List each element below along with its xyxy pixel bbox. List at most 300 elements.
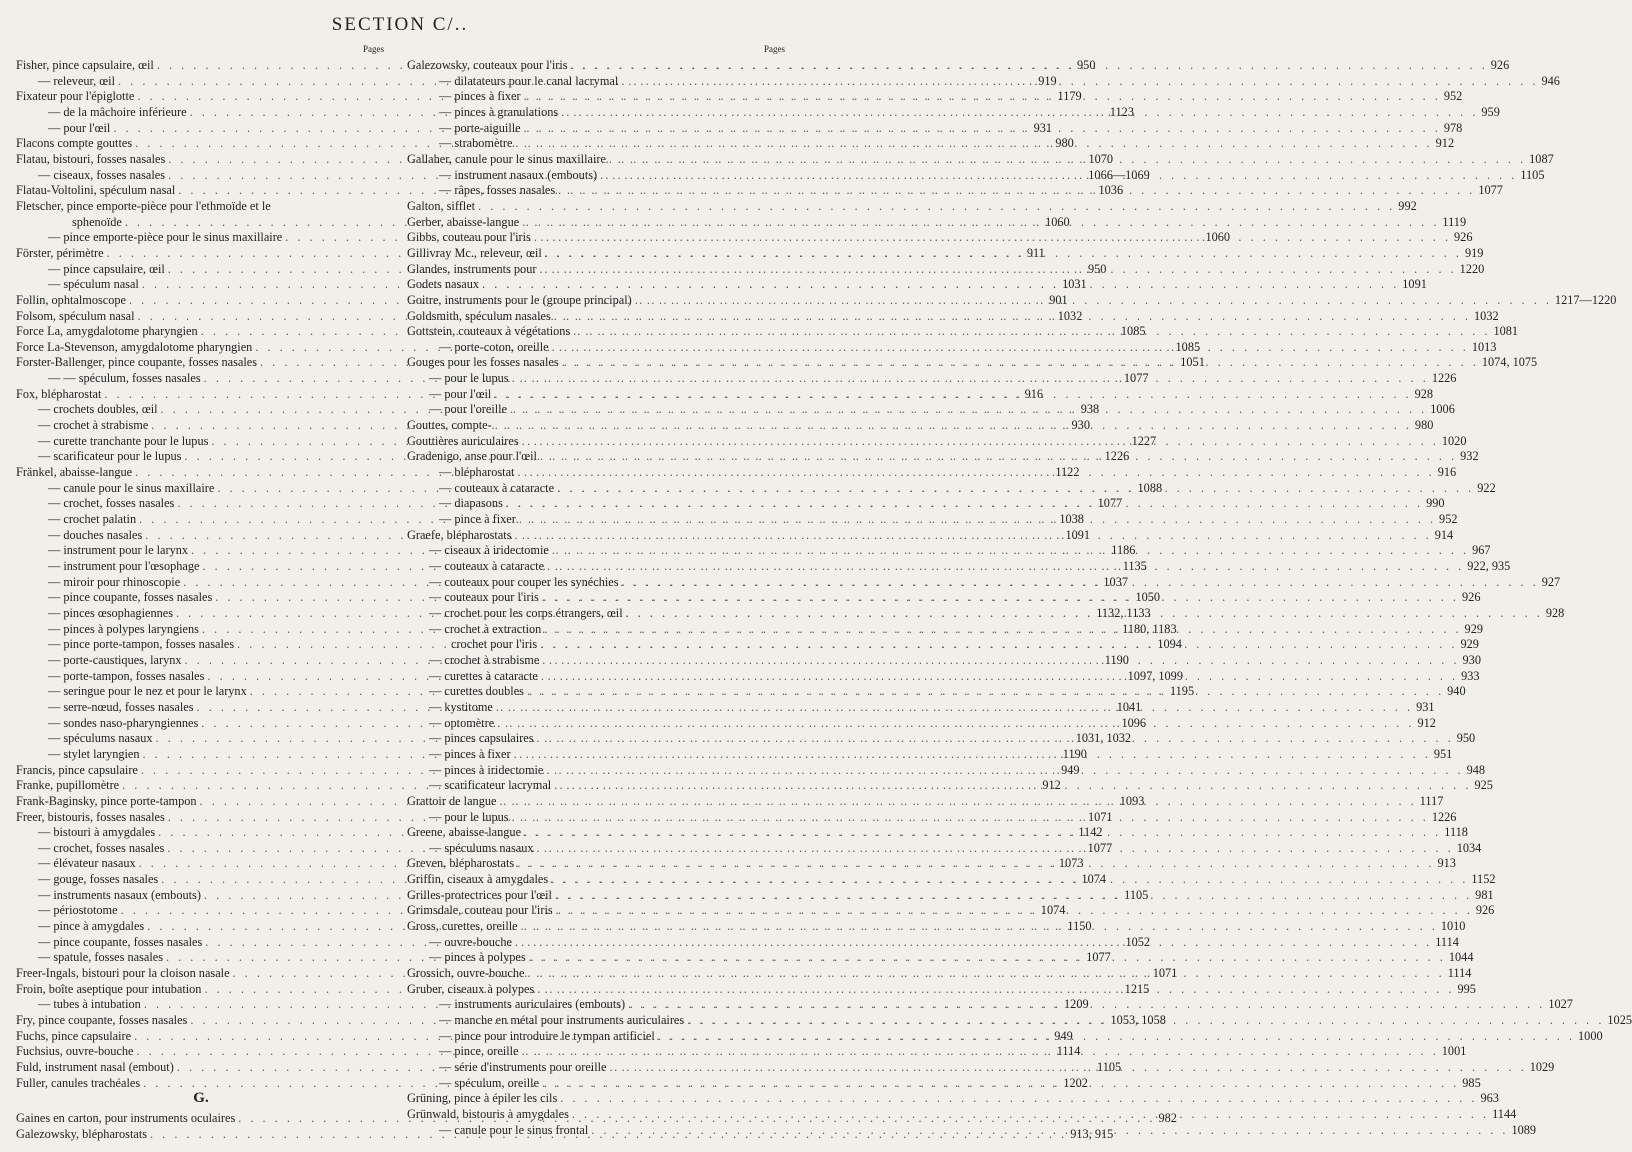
dot-leader	[552, 543, 1469, 559]
entry-label: — canule pour le sinus maxillaire	[48, 480, 215, 495]
entry-page-number: 1041	[1116, 699, 1142, 714]
dot-leader	[517, 856, 1434, 872]
entry-page-number: 1060	[1045, 214, 1070, 229]
entry-page-number: 1074, 1075	[1481, 355, 1538, 370]
dot-leader	[524, 121, 1441, 137]
entry-page-number: 948	[1466, 762, 1486, 777]
entry-label: — crochet, fosses nasales	[38, 840, 165, 855]
entry-page-number: 949	[1054, 1028, 1073, 1043]
entry-page-number: 1122	[1055, 465, 1080, 480]
entry-page-number: 1085	[1175, 339, 1201, 354]
entry-label: — pince, oreille	[439, 1044, 519, 1059]
entry-label: — instruments auriculaires (embouts)	[439, 997, 626, 1012]
dot-leader	[552, 340, 1469, 356]
entry-label: — crochets doubles, œil	[38, 402, 158, 417]
entry-label: Folsom, spéculum nasal	[16, 308, 135, 323]
pages-label: Pages	[363, 44, 384, 54]
entry-label: — couteaux à cataracte	[429, 559, 545, 573]
entry-page-number: 911	[1026, 245, 1045, 260]
entry-page-number: 1105	[1097, 1060, 1122, 1074]
entry-label: — stylet laryngien	[48, 746, 140, 761]
entry-label: — serre-nœud, fosses nasales	[48, 699, 194, 714]
entry-label: Fränkel, abaisse-langue	[16, 465, 133, 480]
entry-label: Galezowsky, blépharostats	[16, 1126, 148, 1141]
entry-page-number: 1031, 1032	[1075, 731, 1132, 746]
entry-label: — blépharostat	[439, 465, 515, 480]
dot-leader	[514, 528, 1431, 544]
dot-leader	[537, 841, 1454, 857]
entry-page-number: 1050	[1135, 590, 1161, 605]
dot-leader	[522, 215, 1439, 231]
entry-page-number: 1060	[1205, 230, 1231, 245]
entry-page-number: 1202	[1063, 1075, 1088, 1090]
entry-page-number: 926	[1490, 58, 1510, 72]
dot-leader	[554, 309, 1471, 325]
dot-leader	[527, 966, 1444, 982]
entry-label: — diapasons	[439, 496, 503, 511]
entry-page-number: 925	[1474, 778, 1493, 793]
entry-page-number: 1114	[1435, 934, 1459, 949]
entry-label: Francis, pince capsulaire	[16, 762, 138, 777]
entry-label: — porte-aiguille	[439, 120, 521, 135]
entry-label: Gibbs, couteau pour l'iris	[407, 230, 531, 245]
entry-page-number: 1034	[1456, 840, 1482, 855]
dot-leader	[542, 653, 1459, 669]
dot-leader	[609, 152, 1526, 168]
entry-page-number: 928	[1414, 386, 1434, 401]
entry-label: — curettes à cataracte	[429, 668, 538, 683]
entry-page-number: 901	[1049, 292, 1068, 307]
entry-page-number: 1010	[1440, 919, 1466, 934]
entry-label: Grimsdale, couteau pour l'iris	[407, 903, 553, 918]
dot-leader	[555, 888, 1472, 904]
entry-page-number: 952	[1439, 512, 1458, 527]
entry-page-number: 1074	[1081, 872, 1107, 887]
entry-label: — porte-caustiques, larynx	[48, 652, 182, 667]
entry-label: — pinces à fixer	[429, 746, 511, 761]
entry-label: — porte-tampon, fosses nasales	[48, 668, 205, 683]
entry-label: Fuller, canules trachéales	[16, 1075, 141, 1090]
dot-leader	[522, 434, 1439, 450]
entry-page-number: 1144	[1492, 1106, 1517, 1121]
entry-label: — pince coupante, fosses nasales	[38, 934, 203, 949]
entry-page-number: 1077	[1097, 496, 1123, 511]
entry-label: — périostotome	[38, 903, 118, 918]
dot-leader	[622, 575, 1539, 591]
dot-leader	[572, 1107, 1489, 1123]
entry-page-number: 1226	[1431, 809, 1457, 824]
entry-label: Glandes, instruments pour	[407, 261, 537, 276]
dot-leader	[542, 1076, 1459, 1092]
entry-page-number: 982	[1158, 1111, 1177, 1126]
entry-page-number: 1226	[1431, 371, 1457, 386]
entry-page-number: 929	[1460, 637, 1479, 652]
entry-label: Fry, pince coupante, fosses nasales	[16, 1013, 188, 1028]
entry-page-number: 1053, 1058	[1110, 1013, 1166, 1028]
entry-page-number: 1150	[1067, 919, 1092, 934]
entry-label: — sondes naso-pharyngiennes	[48, 715, 199, 730]
dot-leader	[519, 512, 1436, 528]
entry-page-number: 959	[1481, 104, 1500, 119]
dot-leader	[534, 230, 1451, 246]
entry-label: — miroir pour rhinoscopie	[48, 574, 181, 589]
entry-label: — crochet pour les corps étrangers, œil	[429, 605, 623, 620]
dot-leader	[494, 387, 1411, 403]
entry-label: — pour le lupus	[429, 371, 509, 386]
dot-leader	[544, 622, 1461, 638]
entry-page-number: 1105	[1124, 887, 1149, 902]
entry-label: crochet pour l'iris	[451, 637, 538, 652]
entry-page-number: 1114	[1056, 1044, 1081, 1059]
entry-label: Gouttes, compte-	[407, 418, 492, 433]
entry-page-number: 1037	[1103, 574, 1128, 589]
entry-page-number: 1097, 1099	[1127, 668, 1183, 683]
entry-label: — ouvre-bouche	[429, 934, 512, 949]
entry-page-number: 913, 915	[1070, 1126, 1114, 1141]
dot-leader	[478, 199, 1395, 215]
entry-label: — gouge, fosses nasales	[38, 872, 159, 887]
dot-leader	[556, 903, 1473, 919]
entry-page-number: 1071	[1152, 966, 1178, 981]
entry-page-number: 950	[1456, 731, 1476, 746]
entry-page-number: 1114	[1447, 966, 1472, 981]
entry-label: Franke, pupillomètre	[16, 778, 120, 793]
entry-page-number: 1142	[1078, 825, 1103, 840]
dot-leader	[537, 731, 1454, 747]
entry-page-number: 1217—1220	[1554, 292, 1617, 307]
entry-label: — crochet, fosses nasales	[48, 496, 175, 511]
entry-label: — pince capsulaire, œil	[48, 261, 165, 276]
entry-label: — de la mâchoire inférieure	[48, 104, 187, 119]
entry-label: — crochet à strabisme	[38, 418, 149, 433]
dot-leader	[510, 402, 1427, 418]
entry-page-number: 1152	[1471, 872, 1496, 887]
entry-label: — pour l'oreille	[429, 402, 508, 417]
entry-label: Gallaher, canule pour le sinus maxillaire	[407, 151, 606, 166]
entry-label: — râpes, fosses nasales	[439, 183, 556, 198]
entry-label: — pinces à polypes	[429, 950, 526, 965]
entry-page-number: 1006	[1430, 402, 1455, 417]
entry-page-number: 1215	[1124, 981, 1150, 996]
entry-page-number: 1029	[1529, 1060, 1555, 1074]
entry-page-number: 995	[1457, 981, 1476, 996]
entry-label: Gaines en carton, pour instruments oculaires	[16, 1111, 236, 1126]
dot-leader	[658, 1029, 1575, 1045]
dot-leader	[600, 168, 1517, 184]
entry-page-number: 930	[1462, 652, 1481, 667]
entry-label: Flatau-Voltolini, spéculum nasal	[16, 183, 176, 198]
entry-page-number: 926	[1475, 903, 1495, 918]
entry-page-number: 931	[1416, 699, 1435, 714]
dot-leader	[482, 277, 1399, 293]
entry-page-number: 1227	[1131, 433, 1157, 448]
entry-page-number: 1071	[1087, 809, 1113, 824]
entry-label: — spéculum, oreille	[439, 1075, 540, 1090]
entry-label: Follin, ophtalmoscope	[16, 292, 126, 307]
entry-label: — instruments nasaux (embouts)	[38, 887, 201, 902]
entry-page-number: 1077	[1087, 840, 1113, 855]
entry-page-number: 919	[1038, 73, 1057, 88]
entry-page-number: 952	[1443, 89, 1463, 104]
section-letter-heading: G.	[193, 1090, 209, 1107]
entry-label: — crochet palatin	[48, 512, 137, 527]
page-header: SECTION C/..	[331, 14, 469, 35]
entry-label: Gerber, abaisse-langue	[407, 214, 520, 229]
entry-label: — pour l'œil	[48, 120, 111, 135]
dot-leader	[562, 355, 1479, 371]
entry-page-number: 951	[1433, 746, 1453, 761]
entry-page-number: 1066—1069	[1088, 167, 1150, 182]
dot-leader	[557, 481, 1474, 497]
entry-page-number: 932	[1460, 449, 1479, 464]
entry-label: — spéculums nasaux	[48, 731, 153, 746]
entry-page-number: 967	[1472, 543, 1491, 558]
entry-label: — pinces à fixer	[439, 89, 521, 104]
dot-leader	[542, 590, 1459, 606]
entry-page-number: 1032	[1474, 308, 1499, 323]
entry-label: Galton, sifflet	[407, 198, 476, 213]
entry-label: Fisher, pince capsulaire, œil	[16, 58, 154, 72]
entry-page-number: 1093	[1119, 793, 1145, 808]
dot-leader	[512, 371, 1429, 387]
entry-label: — couteaux pour couper les synéchies	[429, 574, 619, 589]
entry-page-number: 946	[1541, 73, 1560, 88]
entry-label: — optomètre	[429, 715, 495, 730]
entry-label: — pinces à polypes laryngiens	[48, 621, 199, 636]
entry-page-number: 927	[1541, 574, 1561, 589]
entry-page-number: 1013	[1471, 339, 1497, 354]
entry-page-number: 1123	[1109, 104, 1134, 119]
entry-page-number: 1032	[1057, 308, 1083, 323]
entry-label: — pinces capsulaires	[429, 731, 534, 746]
entry-label: Frank-Baginsky, pince porte-tampon	[16, 793, 197, 808]
dot-leader	[537, 982, 1454, 998]
dot-leader	[496, 700, 1413, 716]
entry-page-number: 931	[1033, 120, 1053, 135]
entry-label: — pince porte-tampon, fosses nasales	[48, 637, 235, 652]
entry-label: Griffin, ciseaux à amygdales	[407, 872, 549, 887]
entry-label: — dilatateurs pour le canal lacrymal	[439, 73, 619, 88]
entry-label: — crochet à extraction	[429, 621, 542, 636]
entry-page-number: 1088	[1137, 480, 1163, 495]
dot-leader	[558, 183, 1475, 199]
entry-label: Goldsmith, spéculum nasales	[407, 308, 551, 323]
entry-page-number: 938	[1080, 402, 1100, 417]
entry-label: — série d'instruments pour oreille	[439, 1060, 607, 1074]
dot-leader	[495, 418, 1412, 434]
entry-label: — seringue pour le nez et pour le larynx	[48, 684, 247, 699]
entry-label: — couteaux à cataracte	[439, 480, 555, 495]
entry-label: Fletscher, pince emporte-pièce pour l'ethmoïde et le	[16, 198, 271, 213]
entry-label: — pour l'œil	[429, 386, 492, 401]
entry-label: Flacons compte gouttes	[16, 136, 133, 151]
dot-leader	[517, 465, 1434, 481]
entry-page-number: 1044	[1448, 950, 1474, 965]
entry-label: — pince coupante, fosses nasales	[48, 590, 213, 605]
entry-page-number: 950	[1088, 261, 1107, 276]
entry-label: — spéculums nasaux	[429, 840, 534, 855]
dot-leader	[539, 262, 1456, 278]
entry-page-number: 1020	[1441, 433, 1467, 448]
entry-label: Grattoir de langue	[407, 793, 497, 808]
entry-label: Gottstein, couteaux à végétations	[407, 324, 571, 339]
dot-leader	[515, 136, 1432, 152]
entry-label: — bistouri à amygdales	[38, 825, 156, 840]
index-entry	[16, 199, 386, 215]
dot-leader	[687, 1013, 1604, 1029]
pages-label: Pages	[764, 44, 785, 54]
entry-page-number: 1077	[1123, 371, 1149, 386]
dot-leader	[628, 997, 1545, 1013]
entry-page-number: 1190	[1062, 746, 1087, 761]
entry-label: Gouttières auriculaires	[407, 433, 519, 448]
entry-page-number: 1070	[1088, 151, 1114, 166]
entry-label: Greven, blépharostats	[407, 856, 515, 871]
dot-leader	[554, 778, 1471, 794]
entry-page-number: 1001	[1441, 1044, 1467, 1059]
entry-label: Flatau, bistouri, fosses nasales	[16, 151, 166, 166]
entry-label: — spéculum nasal	[48, 277, 139, 292]
entry-label: Goitre, instruments pour le (groupe principal)	[407, 292, 632, 307]
entry-label: Grünwald, bistouris à amygdales	[407, 1106, 569, 1121]
entry-page-number: 985	[1462, 1075, 1481, 1090]
dot-leader	[524, 89, 1441, 105]
entry-page-number: 913	[1437, 856, 1456, 871]
entry-page-number: 928	[1545, 605, 1565, 620]
entry-page-number: 1117	[1419, 793, 1444, 808]
entry-label: Gross, curettes, oreille	[407, 919, 518, 934]
entry-label: — spatule, fosses nasales	[38, 950, 163, 965]
entry-page-number: 916	[1437, 465, 1457, 480]
entry-label: — tubes à intubation	[38, 997, 141, 1012]
entry-label: Fuchs, pince capsulaire	[16, 1028, 132, 1043]
index-entry	[407, 308, 1499, 325]
dot-leader	[521, 919, 1438, 935]
entry-label: Gouges pour les fosses nasales	[407, 355, 559, 370]
entry-label: Force La-Stevenson, amygdalotome pharyngien	[16, 339, 253, 354]
entry-label: Gradenigo, anse pour l'œil	[407, 449, 537, 464]
entry-label: — scarificateur pour le lupus	[38, 449, 182, 464]
entry-label: Grossich, ouvre-bouche	[407, 966, 525, 981]
index-entry	[407, 198, 1417, 215]
entry-label: Galezowsky, couteaux pour l'iris	[407, 58, 568, 72]
dot-leader	[527, 684, 1444, 700]
dot-leader	[515, 935, 1432, 951]
entry-page-number: 940	[1447, 684, 1466, 699]
entry-page-number: 1195	[1169, 684, 1195, 699]
entry-page-number: 1186	[1111, 543, 1136, 558]
entry-label: Fuchsius, ouvre-bouche	[16, 1044, 134, 1059]
entry-page-number: 1038	[1059, 512, 1084, 527]
entry-page-number: 949	[1061, 762, 1080, 777]
entry-label: — ciseaux à iridectomie	[429, 543, 549, 558]
entry-page-number: 1091	[1065, 527, 1091, 542]
entry-page-number: 1094	[1157, 637, 1182, 652]
entry-page-number: 1179	[1057, 89, 1082, 104]
entry-page-number: 980	[1055, 136, 1074, 151]
entry-label: — pinces à granulations	[439, 104, 559, 119]
dot-leader	[551, 872, 1468, 888]
entry-page-number: 1000	[1578, 1028, 1603, 1043]
entry-page-number: 1089	[1511, 1122, 1537, 1137]
entry-page-number: 1031	[1062, 277, 1087, 292]
entry-label: — instrument pour le larynx	[48, 543, 189, 558]
entry-label: — douches nasales	[48, 527, 143, 542]
dot-leader	[547, 559, 1464, 575]
entry-page-number: 1118	[1444, 825, 1468, 840]
entry-page-number: 963	[1480, 1091, 1499, 1106]
entry-page-number: 1077	[1478, 183, 1503, 198]
entry-label: Force La, amygdalotome pharyngien	[16, 324, 198, 339]
entry-label: — élévateur nasaux	[38, 856, 136, 871]
entry-label: — pince à fixer	[439, 512, 516, 527]
entry-label: — pince emporte-pièce pour le sinus maxillaire	[48, 230, 283, 245]
entry-label: — strabomètre	[439, 136, 513, 151]
dot-leader	[621, 74, 1538, 90]
dot-leader	[541, 669, 1458, 685]
entry-page-number: 919	[1464, 245, 1484, 260]
entry-page-number: 1180, 1183	[1122, 621, 1177, 636]
entry-label: Froin, boîte aseptique pour intubation	[16, 981, 202, 996]
entry-page-number: 978	[1443, 120, 1463, 135]
entry-page-number: 992	[1398, 198, 1417, 213]
entry-label: — kystitome	[429, 699, 493, 714]
entry-label: — instrument nasaux (embouts)	[439, 167, 598, 182]
dot-leader	[591, 1123, 1508, 1139]
dot-leader	[512, 810, 1429, 826]
dot-leader	[573, 324, 1490, 340]
entry-label: — canule pour le sinus frontal	[439, 1122, 589, 1137]
entry-label: — crochet à strabisme	[429, 652, 540, 667]
entry-page-number: 922, 935	[1467, 559, 1511, 573]
dot-leader	[522, 1044, 1439, 1060]
entry-page-number: 1025	[1607, 1013, 1632, 1028]
entry-page-number: 912	[1042, 778, 1061, 793]
entry-label: — pince pour introduire le tympan artificiel	[439, 1028, 655, 1043]
entry-label: — pour le lupus	[429, 809, 509, 824]
entry-page-number: 1077	[1086, 950, 1111, 965]
entry-label: sphenoïde	[72, 214, 122, 229]
entry-page-number: 1096	[1121, 715, 1147, 730]
entry-page-number: 1209	[1064, 997, 1089, 1012]
entry-label: — releveur, œil	[38, 73, 116, 88]
entry-label: — ciseaux, fosses nasales	[38, 167, 166, 182]
entry-page-number: 922	[1477, 480, 1496, 495]
entry-label: — porte-coton, oreille	[439, 339, 549, 354]
entry-label: — curettes doubles	[429, 684, 524, 699]
dot-leader	[635, 293, 1552, 309]
dot-leader	[561, 105, 1478, 121]
entry-page-number: 1220	[1459, 261, 1485, 276]
dot-leader	[499, 794, 1416, 810]
entry-page-number: 933	[1461, 668, 1480, 683]
entry-page-number: 950	[1077, 58, 1096, 72]
entry-page-number: 1132, 1133	[1096, 605, 1151, 620]
entry-page-number: 1027	[1548, 997, 1573, 1012]
entry-label: — — spéculum, fosses nasales	[48, 371, 201, 386]
entry-page-number: 1074	[1040, 903, 1066, 918]
entry-label: — instrument pour l'œsophage	[48, 559, 200, 573]
entry-label: Greene, abaisse-langue	[407, 825, 522, 840]
entry-label: — scarificateur lacrymal	[429, 778, 552, 793]
entry-page-number: 1135	[1122, 559, 1147, 573]
entry-page-number: 1091	[1402, 277, 1427, 292]
dot-leader	[540, 637, 1457, 653]
entry-label: Förster, périmètre	[16, 245, 104, 260]
entry-label: Graefe, blépharostats	[407, 527, 512, 542]
entry-label: — pince à amygdales	[38, 919, 145, 934]
entry-label: Gruber, ciseaux à polypes	[407, 981, 535, 996]
